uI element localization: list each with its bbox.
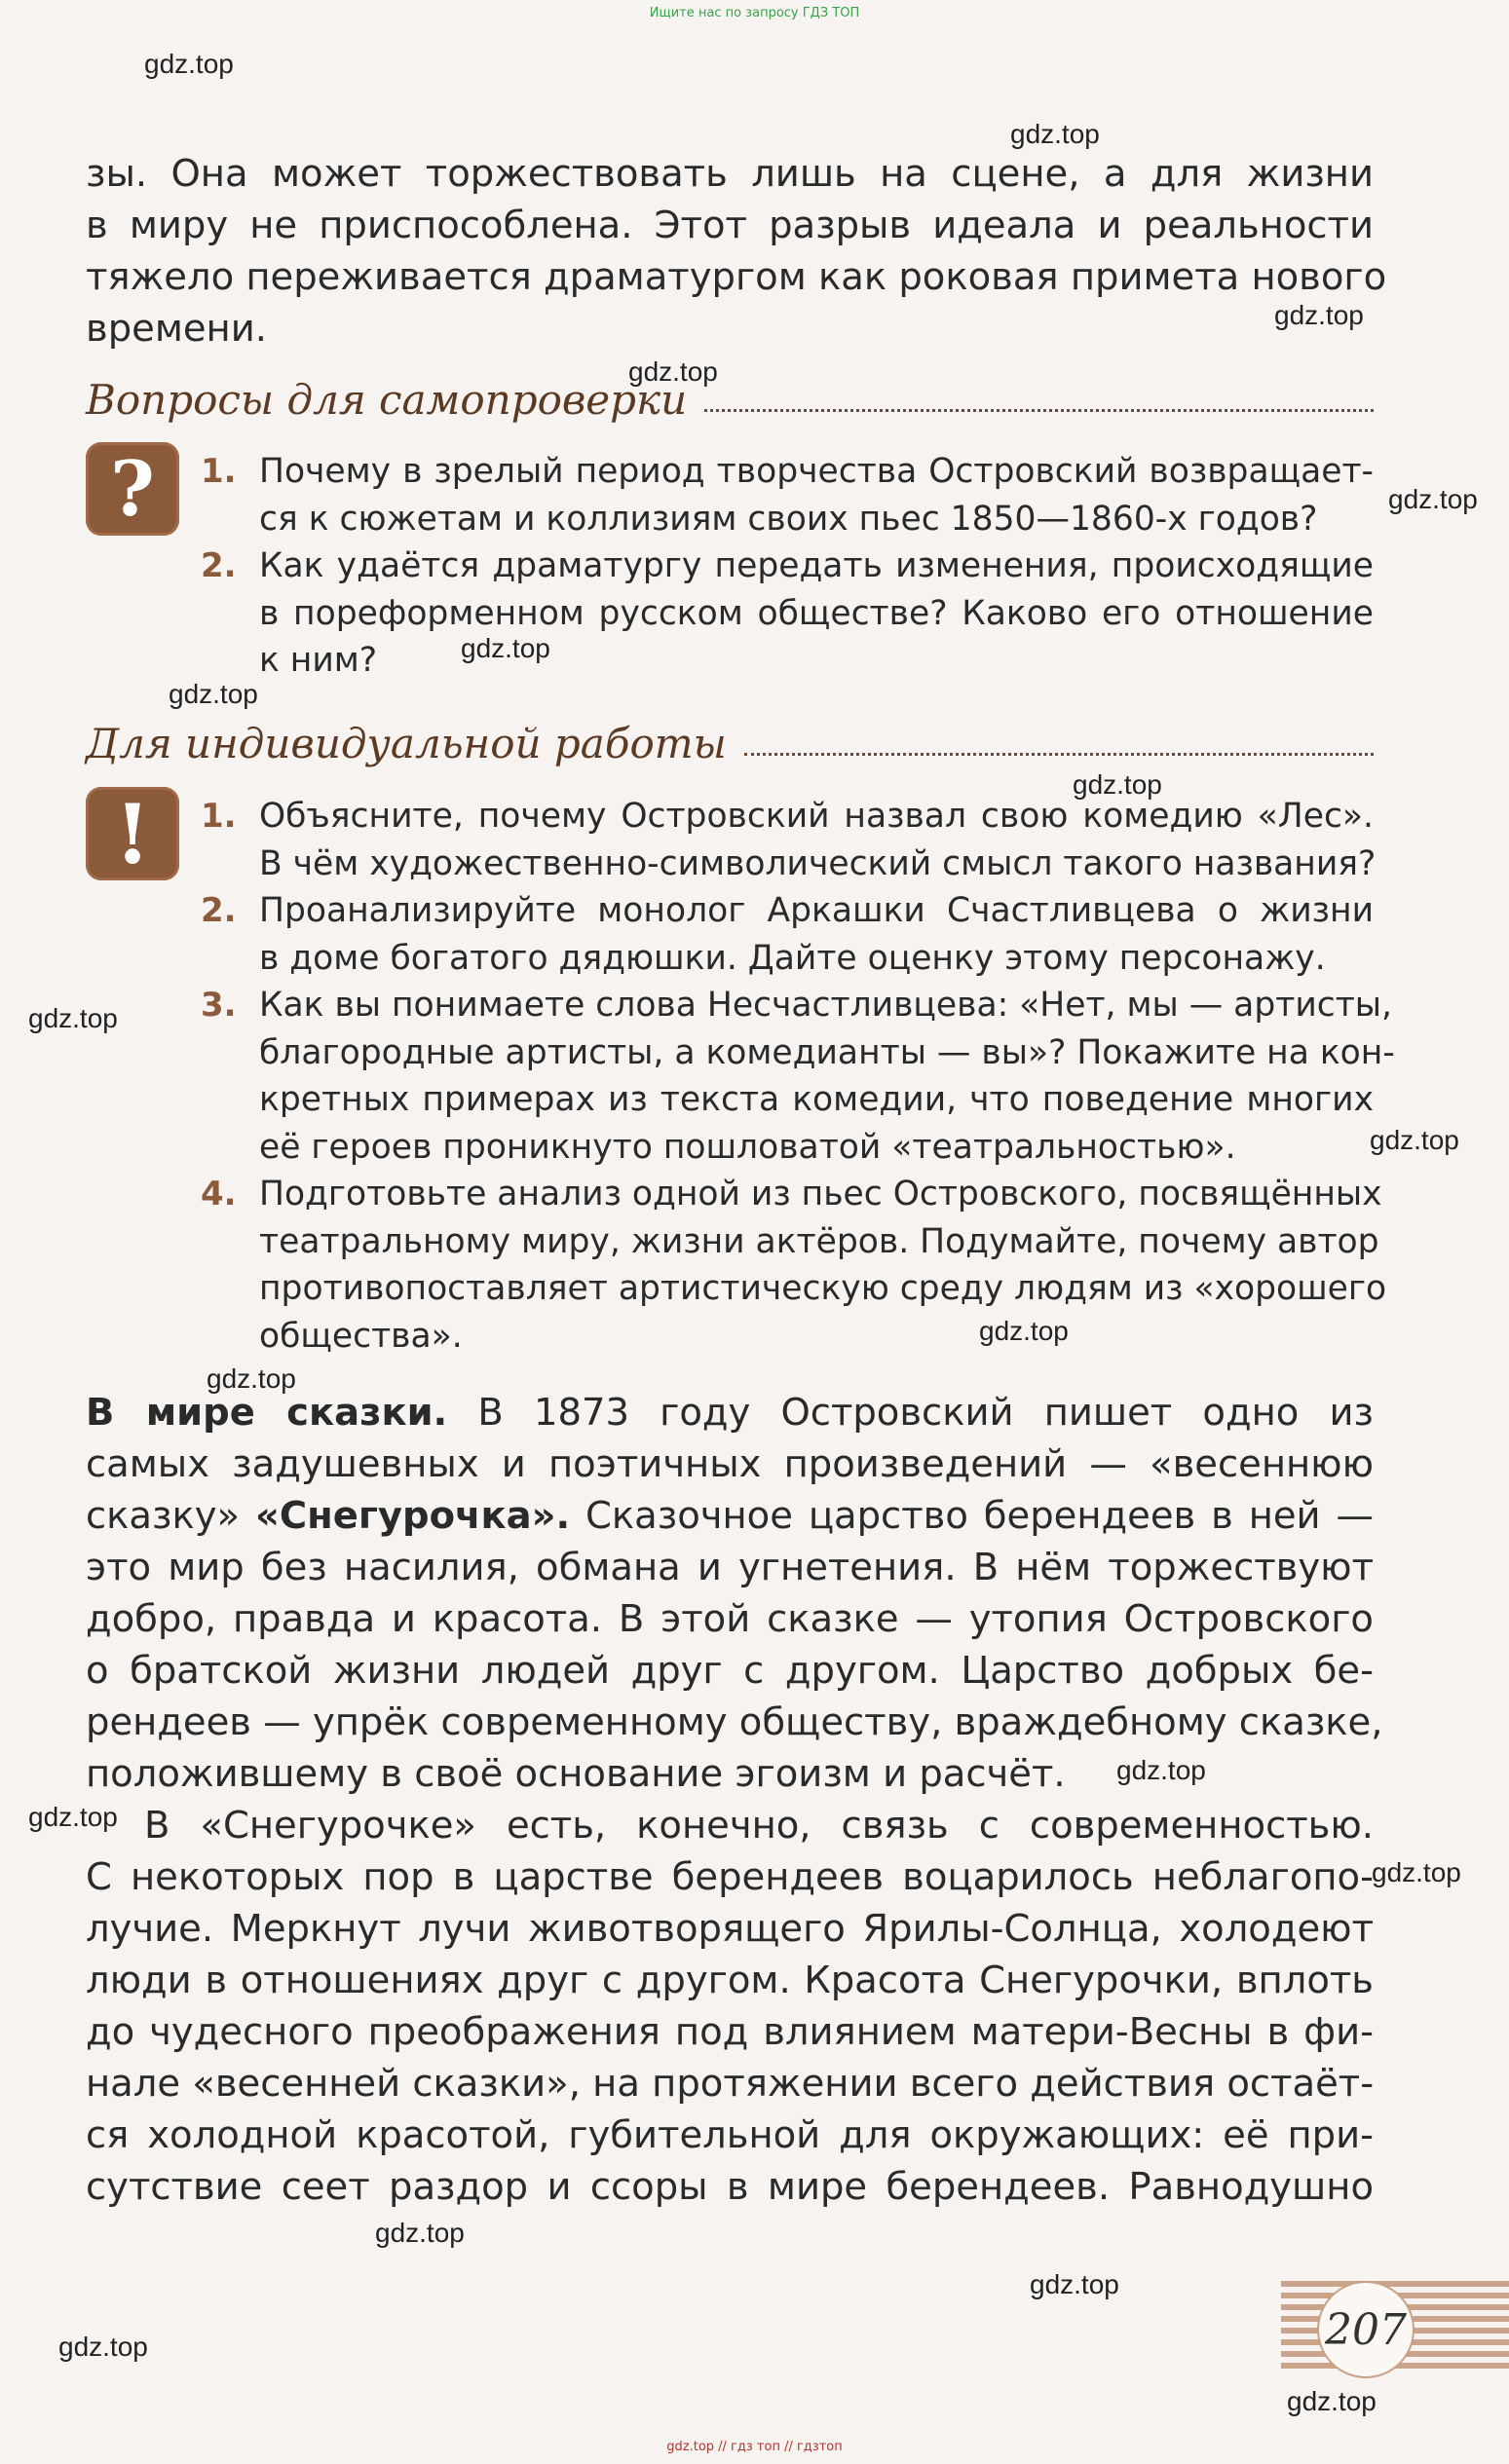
text-span: сказку» — [86, 1494, 255, 1538]
main-paragraph — [86, 1387, 1383, 2213]
watermark: gdz.top — [1370, 1125, 1459, 1155]
text-line: Как удаётся драматургу передать изменения, происходящие — [259, 546, 1374, 585]
exclamation-icon: ! — [86, 787, 179, 880]
item-number: 4. — [201, 1175, 237, 1213]
text-line: в миру не приспособлена. Этот разрыв идеала и реальности — [86, 204, 1374, 247]
text-line: ся к сюжетам и коллизиям своих пьес 1850—1860-х годов? — [259, 499, 1318, 539]
individual-work-list — [201, 793, 1395, 1360]
self-check-list — [201, 448, 1374, 685]
watermark: gdz.top — [1010, 119, 1100, 149]
work-title: «Снегурочка». — [254, 1494, 571, 1538]
text-line: В «Снегурочке» есть, конечно, связь с современностью. — [144, 1804, 1374, 1848]
text-line: противопоставляет артистическую среду людям из «хорошего — [259, 1269, 1387, 1308]
text-line: тяжело переживается драматургом как роковая примета нового — [86, 255, 1387, 299]
text-span: Сказочное царство берендеев в ней — — [570, 1494, 1374, 1538]
text-line: ся холодной красотой, губительной для окружающих: её при- — [86, 2113, 1374, 2157]
item-number: 1. — [201, 797, 237, 836]
watermark: gdz.top — [1388, 484, 1478, 514]
list-item — [201, 793, 1377, 887]
item-number: 3. — [201, 986, 237, 1025]
list-item — [201, 448, 1374, 542]
dotted-rule — [744, 753, 1374, 756]
text-line: положившему в своё основание эгоизм и расчёт. — [86, 1752, 1066, 1796]
text-line: до чудесного преображения под влиянием матери-Весны в фи- — [86, 2010, 1374, 2054]
text-line: Подготовьте анализ одной из пьес Островского, посвящённых — [259, 1175, 1382, 1213]
individual-work-title — [86, 719, 1374, 767]
watermark: gdz.top — [375, 2218, 465, 2248]
watermark: gdz.top — [1116, 1755, 1206, 1785]
watermark: gdz.top — [28, 1802, 118, 1832]
section-heading: В мире сказки. — [86, 1391, 448, 1435]
self-check-title-text: Вопросы для самопроверки — [86, 376, 688, 424]
text-line: в доме богатого дядюшки. Дайте оценку этому персонажу. — [259, 938, 1326, 978]
footer-note: gdz.top // гдз топ // гдзтоп — [666, 2440, 843, 2454]
watermark: gdz.top — [1287, 2386, 1377, 2416]
watermark: gdz.top — [1073, 769, 1162, 800]
item-number: 1. — [201, 452, 237, 491]
header-note: Ищите нас по запросу ГДЗ ТОП — [649, 6, 860, 20]
self-check-title — [86, 375, 1374, 424]
watermark: gdz.top — [169, 679, 258, 709]
text-line: В чём художественно-символический смысл такого названия? — [259, 843, 1377, 883]
text-line: рендеев — упрёк современному обществу, враждебному сказке, — [86, 1700, 1383, 1744]
watermark: gdz.top — [58, 2332, 148, 2362]
text-line — [86, 1490, 1374, 1542]
watermark: gdz.top — [628, 356, 718, 387]
watermark: gdz.top — [461, 633, 550, 663]
watermark: gdz.top — [979, 1316, 1069, 1346]
item-number: 2. — [201, 891, 237, 930]
text-line: нале «весенней сказки», на протяжении всего действия остаёт- — [86, 2062, 1375, 2106]
text-line: Проанализируйте монолог Аркашки Счастливцева о жизни — [259, 891, 1374, 930]
watermark: gdz.top — [1030, 2269, 1119, 2299]
text-line: театральному миру, жизни актёров. Подумайте, почему автор — [259, 1221, 1379, 1261]
text-line: добро, правда и красота. В этой сказке — утопия Островского — [86, 1597, 1374, 1641]
text-line: это мир без насилия, обмана и угнетения. В нём торжествуют — [86, 1546, 1374, 1589]
text-line: благородные артисты, а комедианты — вы»? Покажите на кон- — [259, 1032, 1395, 1072]
text-line: люди в отношениях друг с другом. Красота Снегурочки, вплоть — [86, 1959, 1374, 2002]
watermark: gdz.top — [207, 1363, 296, 1394]
text-line: самых задушевных и поэтичных произведений — «весеннюю — [86, 1442, 1374, 1486]
text-line: Объясните, почему Островский назвал свою комедию «Лес». — [259, 797, 1374, 836]
list-item — [201, 887, 1374, 982]
individual-work-title-text: Для индивидуальной работы — [86, 720, 727, 767]
text-line: лучие. Меркнут лучи животворящего Ярилы-Солнца, холодеют — [86, 1907, 1374, 1951]
text-line: Как вы понимаете слова Несчастливцева: «Нет, мы — артисты, — [259, 986, 1393, 1025]
watermark: gdz.top — [144, 49, 234, 79]
text-line: Почему в зрелый период творчества Островский возвращает- — [259, 452, 1374, 491]
text-span: В 1873 году Островский пишет одно из — [447, 1391, 1374, 1435]
list-item — [201, 982, 1395, 1171]
page-number: 207 — [1317, 2281, 1415, 2378]
watermark: gdz.top — [28, 1003, 118, 1033]
dotted-rule — [704, 409, 1374, 412]
question-icon: ? — [86, 442, 179, 536]
watermark: gdz.top — [1274, 300, 1364, 330]
text-line: кретных примерах из текста комедии, что поведение многих — [259, 1080, 1374, 1119]
text-line: к ним? — [259, 641, 378, 680]
text-line: её героев проникнуто пошловатой «театральностью». — [259, 1127, 1236, 1167]
item-number: 2. — [201, 546, 237, 585]
intro-paragraph — [86, 148, 1387, 355]
text-line: сутствие сеет раздор и ссоры в мире берендеев. Равнодушно — [86, 2165, 1374, 2209]
list-item — [201, 1171, 1387, 1360]
text-line: о братской жизни людей друг с другом. Царство добрых бе- — [86, 1649, 1374, 1693]
text-line: общества». — [259, 1316, 463, 1356]
list-item — [201, 542, 1374, 685]
watermark: gdz.top — [1372, 1857, 1461, 1887]
text-line: С некоторых пор в царстве берендеев воцарилось неблагопо- — [86, 1855, 1374, 1899]
text-line: зы. Она может торжествовать лишь на сцене, а для жизни — [86, 152, 1374, 196]
text-line: в пореформенном русском обществе? Каково его отношение — [259, 593, 1374, 633]
text-line: времени. — [86, 307, 267, 351]
